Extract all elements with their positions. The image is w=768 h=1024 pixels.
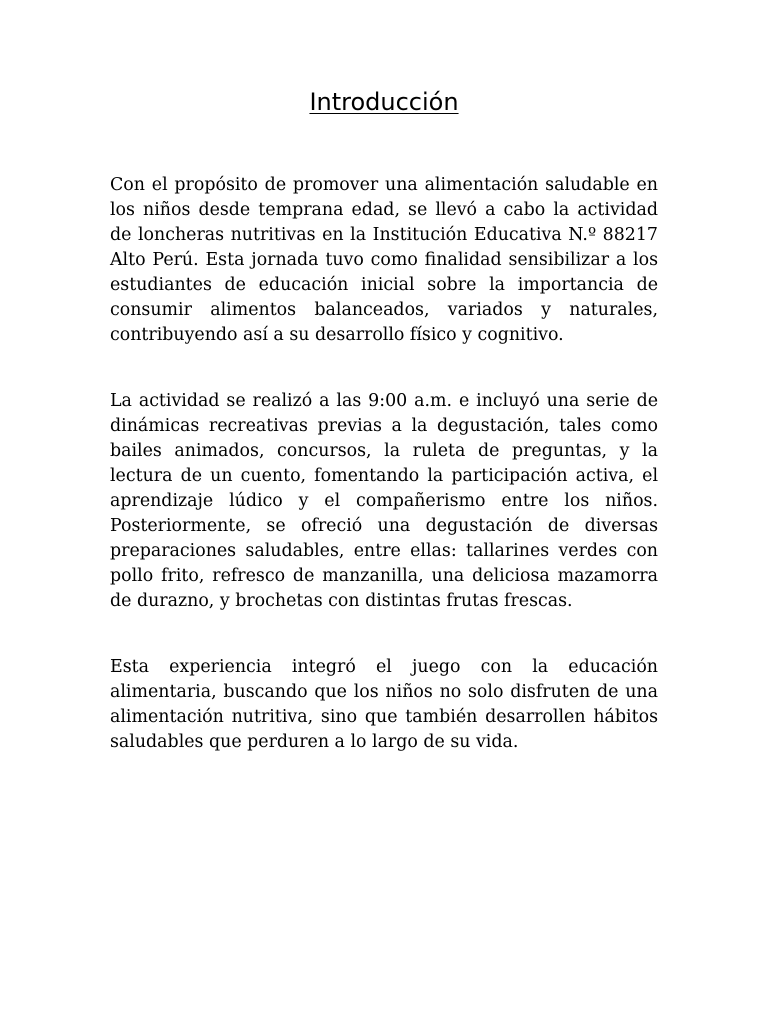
paragraph-conclusion: Esta experiencia integró el juego con la educación alimentaria, buscando que los niños no solo disfruten de una alimentación nutritiva, sino que también desarrollen hábitos saludables que perduren a lo largo de su vida. xyxy=(110,657,658,752)
paragraph-purpose: Con el propósito de promover una alimentación saludable en los niños desde temprana edad, se llevó a cabo la actividad de loncheras nutritivas en la Institución Educativa N.º 88217 Alto Perú. Esta jornada tuvo como finalidad sensibilizar a los estudiantes de educación inicial sobre la importancia de consumir alimentos balanceados, variados y naturales, contribuyendo así a su desarrollo físico y cognitivo. xyxy=(110,175,658,345)
document-title: Introducción xyxy=(309,88,459,116)
paragraph-activity: La actividad se realizó a las 9:00 a.m. e incluyó una serie de dinámicas recreativas previas a la degustación, tales como bailes animados, concursos, la ruleta de preguntas, y la lectura de un cuento, fomentando la participación activa, el aprendizaje lúdico y el compañerismo entre los niños. Posteriormente, se ofreció una degustación de diversas preparaciones saludables, entre ellas: tallarines verdes con pollo frito, refresco de manzanilla, una deliciosa mazamorra de durazno, y brochetas con distintas frutas frescas. xyxy=(110,391,658,611)
